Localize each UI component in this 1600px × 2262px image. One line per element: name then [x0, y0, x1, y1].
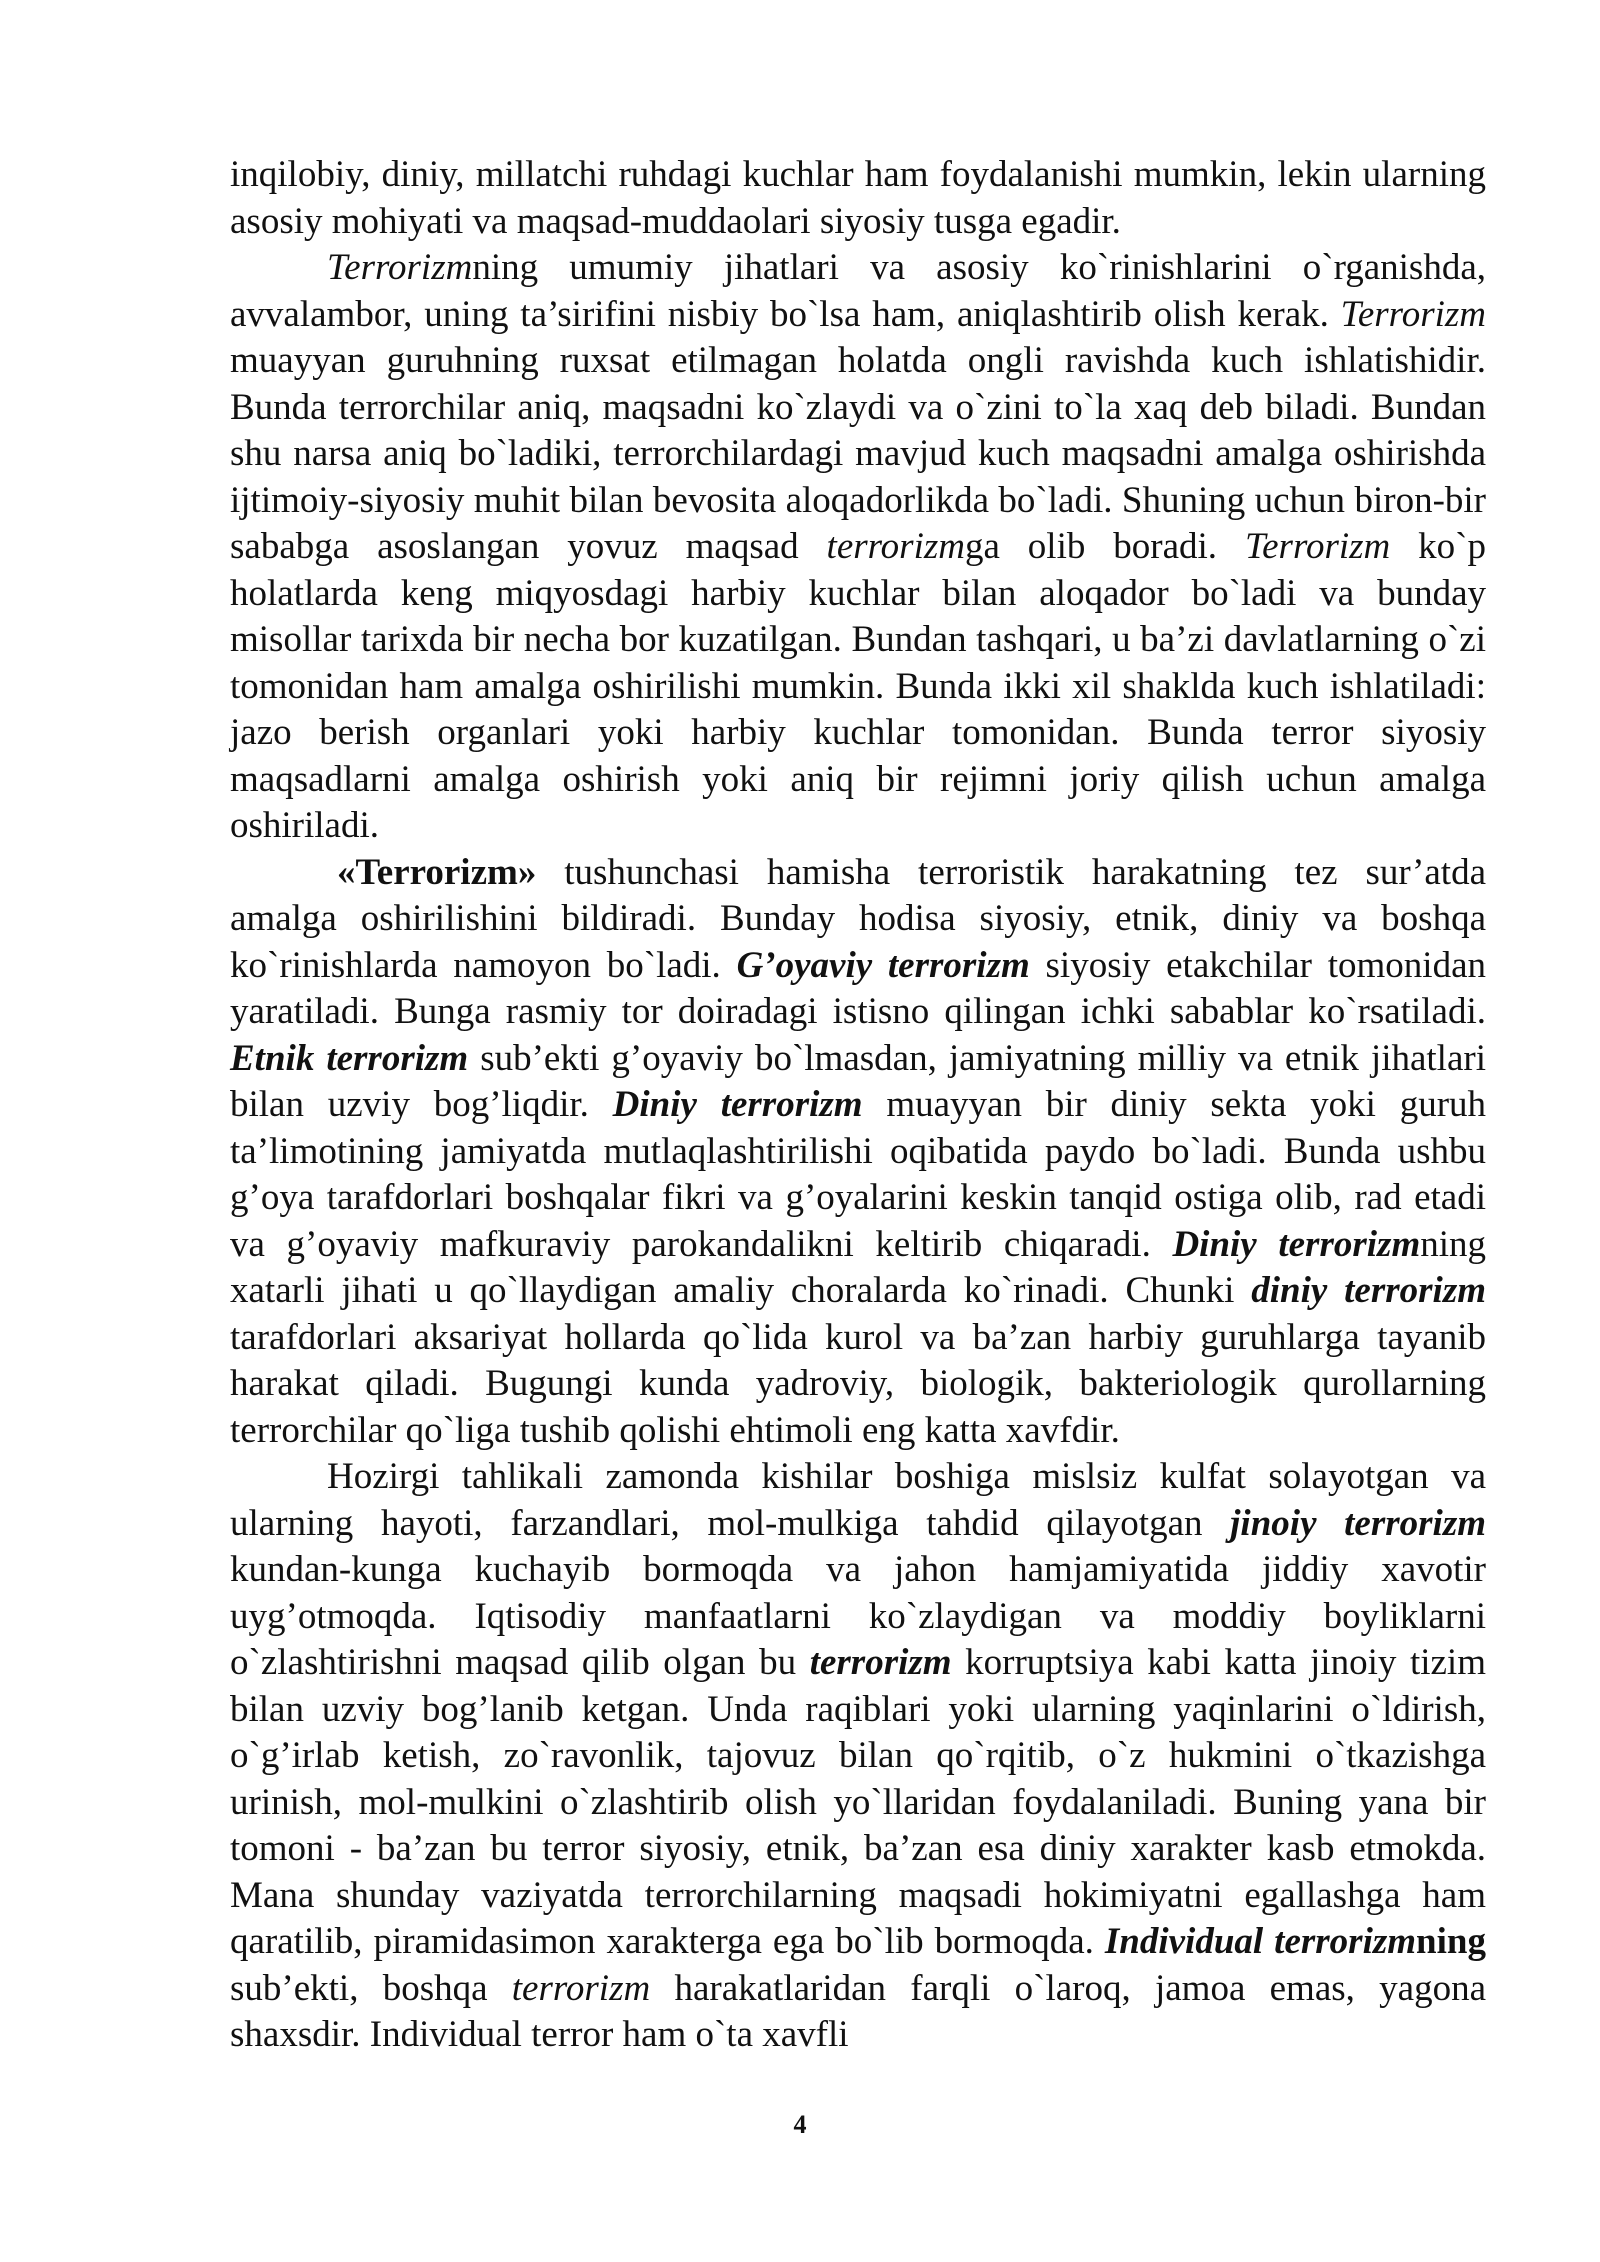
term-terrorizm: Terrorizm — [327, 247, 473, 288]
text-run: kundan-kunga kuchayib bormoqda va jahon hamjamiyatida jiddiy xavotir uyg’otmoqda. Iqtisodiy manfaatlarni ko`zlaydigan va moddiy boyliklarni o`zlashtirishni maqsad qilib olgan bu — [230, 1549, 1486, 1683]
text-run: tushunchasi hamisha terroristik harakatning tez sur’atda amalga oshirilishini bildiradi. Bunday hodisa siyosiy, etnik, diniy va boshqa ko`rinishlarda namoyon bo`ladi. — [230, 851, 1486, 986]
term-jinoiy-terrorizm: jinoiy terrorizm — [1230, 1502, 1486, 1544]
text-run: korruptsiya kabi katta jinoiy tizim bilan uzviy bog’lanib ketgan. Unda raqiblari yoki ularning yaqinlarini o`ldirish, o`g’irlab ketish, zo`ravonlik, tajovuz bilan qo`rqitib, o`z hukmini o`tkazishga urinish, mol-mulkini o`zlashtirib olish yo`llaridan foydalaniladi. Buning yana bir tomoni - ba’zan bu terror siyosiy, etnik, ba’zan esa diniy xarakter kasb etmokda. Mana shunday vaziyatda terrorchilarning maqsadi hokimiyatni egallashga ham qaratilib, piramidasimon xarakterga ega bo`lib bormoqda. — [230, 1642, 1486, 1962]
text-run: Hozirgi tahlikali zamonda kishilar boshiga mislsiz kulfat solayotgan va ularning hayoti, farzandlari, mol-mulkiga tahdid qilayotgan — [230, 1456, 1486, 1544]
term-diniy-terrorizm: Diniy terrorizm — [612, 1084, 863, 1125]
text-run: ko`p holatlarda keng miqyosdagi harbiy kuchlar bilan aloqador bo`ladi va bunday misollar tarixda bir necha bor kuzatilgan. Bundan tashqari, u ba’zi davlatlarning o`zi tomonidan ham amalga oshirilishi mumkin. Bunda ikki xil shaklda kuch ishlatiladi: jazo berish organlari yoki harbiy kuchlar tomonidan. Bunda terror siyosiy maqsadlarni amalga oshirish yoki aniq bir rejimni joriy qilish uchun amalga oshiriladi. — [230, 526, 1486, 846]
text-run: inqilobiy, diniy, millatchi ruhdagi kuchlar ham foydalanishi mumkin, lekin ularning asosiy mohiyati va maqsad-muddaolari siyosiy tusga egadir. — [230, 154, 1486, 242]
text-run: ning xatarli jihati u qo`llaydigan amaliy choralarda ko`rinadi. Chunki — [230, 1223, 1486, 1311]
text-run: muayyan bir diniy sekta yoki guruh ta’limotining jamiyatda mutlaqlashtirilishi oqibatida paydo bo`ladi. Bunda ushbu g’oya tarafdorlari boshqalar fikri va g’oyalarini keskin tanqid ostiga olib, rad etadi va g’oyaviy mafkuraviy parokandalikni keltirib chiqaradi. — [230, 1084, 1487, 1265]
paragraph-4 — [230, 1454, 1486, 2059]
term-terrorizm: terrorizm — [826, 526, 965, 567]
term-goyaviy-terrorizm: G’oyaviy terrorizm — [736, 944, 1030, 986]
paragraph-3 — [230, 850, 1486, 1455]
page-number: 4 — [793, 2110, 807, 2139]
term-terrorizm: terrorizm — [809, 1642, 952, 1683]
text-run: sub’ekti, boshqa — [230, 1967, 512, 2009]
term-terrorizm-quoted: «Terrorizm» — [337, 851, 537, 893]
text-run: ning umumiy jihatlari va asosiy ko`rinishlarini o`rganishda, avvalambor, uning ta’sirifini nisbiy bo`lsa ham, aniqlashtirib olish kerak. — [230, 247, 1486, 335]
term-diniy-terrorizm: Diniy terrorizm — [1172, 1223, 1421, 1265]
text-run: harakatlaridan farqli o`laroq, jamoa emas, yagona shaxsdir. Individual terror ham o`ta xavfli — [230, 1967, 1486, 2055]
body-text — [230, 152, 1486, 2059]
text-run: sub’ekti g’oyaviy bo`lmasdan, jamiyatning milliy va etnik jihatlari bilan uzviy bog’liqdir. — [230, 1037, 1486, 1125]
term-individual-terrorizm: Individual terrorizm — [1104, 1921, 1417, 1962]
term-terrorizm: Terrorizm — [1340, 293, 1486, 335]
term-terrorizm: Terrorizm — [1244, 526, 1391, 567]
text-run: muayyan guruhning ruxsat etilmagan holatda ongli ravishda kuch ishlatishidir. Bunda terrorchilar aniq, maqsadni ko`zlaydi va o`zini to`la xaq deb biladi. Bundan shu narsa aniq bo`ladiki, terrorchilardagi mavjud kuch maqsadni amalga oshirishda ijtimoiy-siyosiy muhit bilan bevosita aloqadorlikda bo`ladi. Shuning uchun biron-bir sababga asoslangan yovuz maqsad — [230, 340, 1486, 567]
text-run: tarafdorlari aksariyat hollarda qo`lida kurol va ba’zan harbiy guruhlarga tayanib harakat qiladi. Bugungi kunda yadroviy, biologik, bakteriologik qurollarning terrorchilar qo`liga tushib qolishi ehtimoli eng katta xavfdir. — [230, 1316, 1486, 1451]
text-run: siyosiy etakchilar tomonidan yaratiladi. Bunga rasmiy tor doiradagi istisno qilingan ichki sabablar ko`rsatiladi. — [230, 944, 1486, 1032]
text-run: ga olib boradi. — [964, 526, 1245, 567]
term-etnik-terrorizm: Etnik terrorizm — [230, 1037, 469, 1079]
term-diniy-terrorizm: diniy terrorizm — [1251, 1270, 1487, 1311]
term-terrorizm: terrorizm — [511, 1967, 651, 2009]
paragraph-2 — [230, 245, 1486, 850]
term-suffix: ning — [1416, 1921, 1486, 1962]
paragraph-1 — [230, 152, 1486, 245]
